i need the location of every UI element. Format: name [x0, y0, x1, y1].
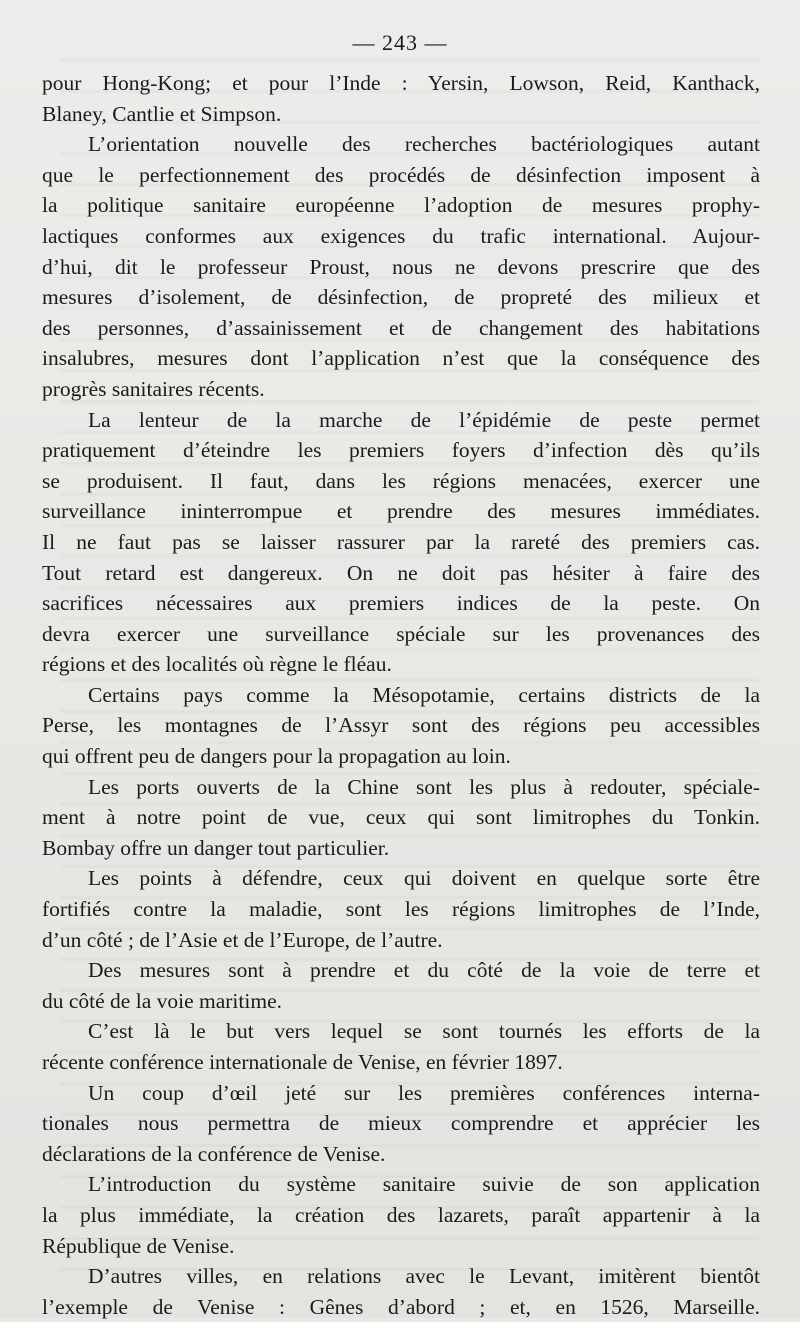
text-line: sacrifices nécessaires aux premiers indices de la peste. On: [42, 591, 760, 616]
text-line: l’exemple de Venise : Gênes d’abord ; et, en 1526, Marseille.: [42, 1294, 760, 1319]
text-line: la politique sanitaire européenne l’adoption de mesures prophy-: [42, 193, 760, 218]
text-line: du côté de la voie maritime.: [42, 988, 282, 1013]
text-line: République de Venise.: [42, 1233, 235, 1258]
text-line: ment à notre point de vue, ceux qui sont limitrophes du Tonkin.: [42, 805, 760, 830]
text-line: L’introduction du système sanitaire suivie de son application: [88, 1172, 760, 1197]
text-line: Des mesures sont à prendre et du côté de la voie de terre et: [88, 958, 760, 983]
text-line: d’hui, dit le professeur Proust, nous ne devons prescrire que des: [42, 254, 760, 279]
text-line: pour Hong-Kong; et pour l’Inde : Yersin, Lowson, Reid, Kanthack,: [42, 71, 760, 95]
text-line: Les ports ouverts de la Chine sont les plus à redouter, spéciale-: [88, 774, 760, 799]
text-line: Les points à défendre, ceux qui doivent en quelque sorte être: [88, 866, 760, 891]
text-line: C’est là le but vers lequel se sont tournés les efforts de la: [88, 1019, 760, 1044]
text-line: devra exercer une surveillance spéciale sur les provenances des: [42, 621, 760, 646]
text-line: Un coup d’œil jeté sur les premières conférences interna-: [88, 1080, 760, 1105]
text-line: des personnes, d’assainissement et de changement des habitations: [42, 315, 760, 340]
text-line: surveillance ininterrompue et prendre des mesures immédiates.: [42, 499, 760, 524]
text-line: D’autres villes, en relations avec le Levant, imitèrent bientôt: [88, 1264, 760, 1289]
text-line: que le perfectionnement des procédés de désinfection imposent à: [42, 162, 760, 187]
text-line: progrès sanitaires récents.: [42, 376, 265, 401]
text-line: Blaney, Cantlie et Simpson.: [42, 101, 282, 126]
text-line: L’orientation nouvelle des recherches bactériologiques autant: [88, 132, 760, 157]
body-text: [42, 68, 760, 1322]
text-line: récente conférence internationale de Venise, en février 1897.: [42, 1050, 563, 1074]
text-line: Bombay offre un danger tout particulier.: [42, 835, 390, 860]
text-line: La lenteur de la marche de l’épidémie de peste permet: [88, 407, 760, 432]
text-line: Certains pays comme la Mésopotamie, certains districts de la: [88, 682, 760, 707]
text-line: d’un côté ; de l’Asie et de l’Europe, de l’autre.: [42, 927, 443, 952]
page-number: — 243 —: [352, 30, 448, 55]
text-line: Tout retard est dangereux. On ne doit pas hésiter à faire des: [42, 560, 760, 585]
text-line: insalubres, mesures dont l’application n’est que la conséquence des: [42, 346, 760, 371]
text-line: Perse, les montagnes de l’Assyr sont des régions peu accessibles: [42, 713, 760, 738]
text-line: régions et des localités où règne le fléau.: [42, 652, 392, 677]
text-line: lactiques conformes aux exigences du trafic international. Aujour-: [42, 223, 760, 248]
text-line: fortifiés contre la maladie, sont les régions limitrophes de l’Inde,: [42, 897, 760, 922]
text-line: se produisent. Il faut, dans les régions menacées, exercer une: [42, 468, 760, 493]
text-line: Il ne faut pas se laisser rassurer par la rareté des premiers cas.: [42, 529, 760, 554]
text-line: tionales nous permettra de mieux comprendre et apprécier les: [42, 1111, 760, 1136]
text-line: déclarations de la conférence de Venise.: [42, 1141, 386, 1166]
text-line: mesures d’isolement, de désinfection, de propreté des milieux et: [42, 285, 760, 310]
text-line: pratiquement d’éteindre les premiers foyers d’infection dès qu’ils: [42, 438, 760, 463]
text-line: qui offrent peu de dangers pour la propagation au loin.: [42, 744, 511, 769]
text-line: la plus immédiate, la création des lazarets, paraît appartenir à la: [42, 1202, 760, 1227]
